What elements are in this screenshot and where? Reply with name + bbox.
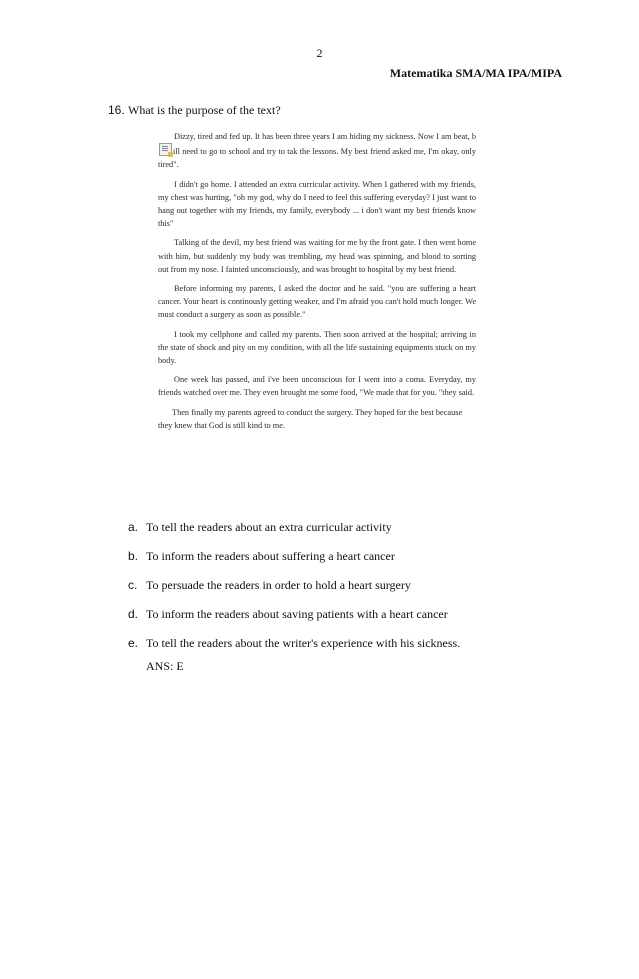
- passage-paragraph-6: One week has passed, and i've been unconscious for I went into a coma. Everyday, my friends watched over me. They even brought me some food, "We made that for you. "they said.: [158, 375, 476, 398]
- option-b: [128, 549, 460, 578]
- passage-text: Dizzy, tired and fed up. It has been three years I am hiding my sickness. Now I am beat, b: [174, 132, 476, 141]
- question: [108, 103, 281, 118]
- option-text: To persuade the readers in order to hold a heart surgery: [146, 578, 411, 592]
- option-text: To inform the readers about saving patients with a heart cancer: [146, 607, 448, 621]
- option-text: To tell the readers about the writer's experience with his sickness.: [146, 636, 461, 650]
- page-number: 2: [316, 46, 323, 60]
- passage-paragraph-7: Then finally my parents agreed to conduct the surgery. They hoped for the best because they knew that God is still kind to me.: [158, 407, 463, 430]
- option-a: [128, 520, 460, 549]
- option-letter: c.: [128, 578, 138, 592]
- passage-paragraph-3: Talking of the devil, my best friend was waiting for me by the front gate. I then went home with him, but suddenly my body was trembling, my head was spinning, and blood to sorting out from my nose. I fainted unconsciously, and was brought to hospital by my best friend.: [158, 238, 476, 274]
- passage-paragraph-1: [158, 130, 476, 172]
- option-c: [128, 578, 460, 607]
- answer-options: [128, 520, 460, 674]
- reading-passage: [158, 130, 476, 438]
- passage-paragraph-4: Before informing my parents, I asked the doctor and he said. "you are suffering a heart cancer. Your heart is continously getting weaker, and I'm afraid you can't hold much longer. We must conduct a surgery as soon as possible.": [158, 284, 476, 320]
- passage-paragraph-2: I didn't go home. I attended an extra curricular activity. When I gathered with my friends, my chest was hurting, "oh my god, why do I need to feel this suffering everyday? I just want to hang out together with my friends, my family, everybody ... i don't want my best friends know this": [158, 179, 476, 229]
- option-letter: a.: [128, 520, 139, 534]
- option-letter: d.: [128, 607, 139, 621]
- header-title: Matematika SMA/MA IPA/MIPA: [389, 66, 562, 80]
- note-icon: [159, 143, 172, 156]
- option-d: [128, 607, 460, 636]
- passage-text: ill need to go to school and try to tak the lessons. My best friend asked me, I'm okay, only tired".: [158, 147, 476, 170]
- answer-key: ANS: E: [146, 659, 184, 673]
- option-text: To tell the readers about an extra curricular activity: [146, 520, 392, 534]
- option-letter: e.: [128, 636, 139, 650]
- question-number: 16.: [108, 103, 125, 117]
- option-letter: b.: [128, 549, 139, 563]
- passage-paragraph-5: I took my cellphone and called my parents. Then soon arrived at the hospital; arriving in the state of shock and pity on my condition, with all the life sustaining equipments stuck on my body.: [158, 329, 476, 366]
- option-text: To inform the readers about suffering a heart cancer: [146, 549, 395, 563]
- question-text: What is the purpose of the text?: [128, 103, 281, 117]
